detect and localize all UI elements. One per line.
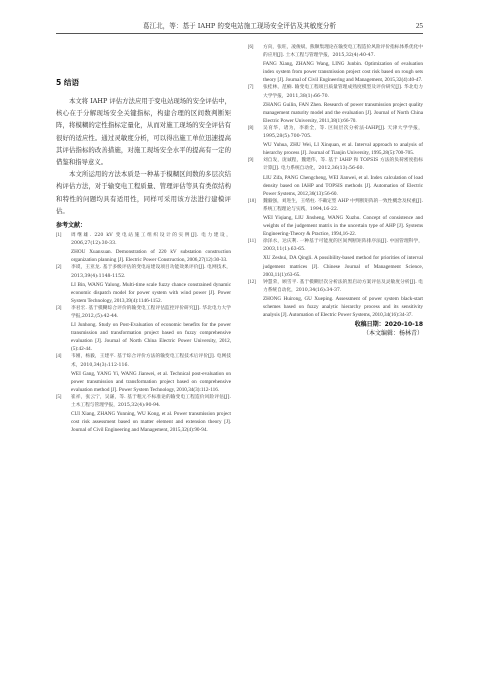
reference-en: LI Bin, WANG Yalong. Multi-time scale fuzzy chance constrained dynamic economic dispatch model for power system with wind power [J]. Power System Technology, 2013,39(4):1146-1152. (71, 281, 231, 304)
reference-zh: 方向，张旺，凌俊斌，熊顺集理论在输变电工程造价风险评价指标体系优化中的应用[J]. 土木工程与管理学报，2015,32(4):40-47. (263, 45, 423, 59)
reference-number: [11] (248, 239, 256, 245)
reference-en: WEI Yiqiang, LIU Jinsheng, WANG Xuzhu. Concept of consistence and weights of the judgement matrix in the uncertain type of AHP [J]. Systems Engineering-Theory & Practice, 1994,16-22. (263, 214, 423, 238)
running-title: 葛江北，等：基于 IAHP 的变电站施工现场安全评估及其敏度分析 (142, 22, 337, 30)
reference-number: [4] (56, 354, 62, 360)
received-date: 收稿日期：2020-10-18 (354, 321, 423, 329)
reference-zh: 徐泽水，达庆利. 一种基于可能度的区间判断矩阵排序法[J]. 中国管理科学，2003,11(1):63-65. (263, 239, 423, 253)
reference-number: [5] (56, 394, 62, 400)
left-column (56, 44, 231, 434)
reference-zh: 魏毅强，刘进生，王绪柱. 不确定型 AHP 中判断矩阵的一致性概念及权重[J]. 系统工程理论与实践，1994,16-22. (263, 198, 423, 212)
reference-zh: 钟慧荣，顾雪平. 基于模糊层次分析法的黑启动方案评估及灵敏度分析[J]. 电力系统自动化，2010,34(16):34-37. (263, 279, 423, 293)
conclusion-paragraph: 本文将 IAHP 评估方法应用于变电站现场的安全评估中，核心在于分解现场安全关键指标，构建合理的区间数判断矩阵，将模糊的定性指标定量化，从而对施工现场的安全评估有很好的适应性。通过灵敏度分析，可以得出施工单位迅速提高其评估指标的改善措施，对施工现场安全水平的提高有一定的借鉴和指导意义。 (56, 97, 231, 167)
running-header (56, 21, 423, 34)
reference-en: LIU Zifa, PANG Chengcheng, WEI Jianwei, et al. Index calculation of load density based on IAHP and TOPSIS methods [J]. Automation of Electric Power Systems, 2012,36(13):56-60. (263, 174, 423, 197)
reference-en: FANG Xiang, ZHANG Wang, LING Junbin. Optimization of evaluation index system from power transmission project cost risk based on rough sets theory [J]. Journal of Civil Engineering and Management, 2015,32(4):40-47. (263, 61, 423, 84)
reference-en: LI Junhong. Study on Post-Evaluation of economic benefits for the power transmission and transformation project based on fuzzy comprehensive evaluation [J]. Journal of North China Electric Power University, 2012,(5):42-44. (71, 322, 231, 353)
reference-number: [8] (248, 125, 254, 131)
reference-item (248, 238, 423, 278)
reference-zh: 李君宏. 基于模糊综合评价的输变电工程评估监控评价研究[J]. 华北电力大学学报,2012,(5):42-44. (71, 305, 231, 319)
reference-number: [6] (248, 45, 254, 50)
reference-en: WEI Gang, YANG Yi, WANG Jianwei, et al. Technical post-evaluation on power transmission and transformation project based on comprehensive evaluation method [J]. Power System Technology, 2010,34(3):112-116. (71, 370, 231, 393)
right-column (248, 44, 423, 338)
reference-en: ZHONG Huirong, GU Xueping. Assessment of power system black-start schemes based on fuzzy analytic hierarchy process and its sensitivity analysis [J]. Automation of Electric Power Systems, 2010,34(16):34-37. (263, 295, 423, 319)
reference-item (248, 44, 423, 84)
reference-en: WU Yuhua, ZHU Wei, LI Xinquan, et al. Interval approach to analysis of hierarchy process [J]. Journal of Tianjin University, 1995,28(5):700-705. (263, 142, 423, 157)
reference-zh: 吴育华，诸为，李新全，等. 区间层次分析法-IAHP[J]. 天津大学学报，1995,28(5):700-705. (263, 125, 423, 140)
article-dates (248, 320, 423, 338)
reference-zh: 周继雄. 220 kV 变电站施工组织设计的实例[J]. 电力建设，2006,27(12):30-33. (71, 233, 231, 247)
reference-number: [10] (248, 198, 256, 204)
reference-item (248, 84, 423, 124)
reference-item (56, 394, 231, 434)
reference-item (248, 157, 423, 197)
reference-item (248, 198, 423, 238)
reference-item (56, 232, 231, 264)
reference-en: ZHANG Guilin, FAN Zhen. Research of power transmission project quality management maturity model and the evaluation [J]. Journal of North China Electric Power University, 2011,38(1):66-70. (263, 101, 423, 124)
reference-item (56, 264, 231, 304)
references-title: 参考文献： (56, 222, 87, 230)
reference-en: ZHOU Xuanxuan. Demonstration of 220 kV substation construction organization planning [J]. Electric Power Construction, 2006,27(12):30-33. (71, 249, 231, 264)
page-number: 25 (415, 22, 423, 30)
reference-en: CUI Xiang, ZHANG Yunning, WU Kong, et al. Power transmission project cost risk assessment based on matter element and extension theory [J]. Journal of Civil Engineering and Management, 2015,32(4):90-94. (71, 411, 231, 434)
reference-zh: 韦刚，杨毅，王建平. 基于综合评价方法的输变电工程技术后评价[J]. 电网技术，2010,34(3):112-116. (71, 354, 231, 368)
reference-number: [2] (56, 265, 62, 271)
reference-en: XU Zeshui, DA Qingli. A possibility-based method for priorities of interval judgement matrices [J]. Chinese Journal of Management Science, 2003,11(1):63-65. (263, 255, 423, 278)
conclusion-paragraph: 本文所运用的方法本质是一种基于模糊区间数的多层次结构评估方法，对于输变电工程质量、管理评估等具有类似结构和特性的问题均具有适用性，同样可采用该方法进行建模评估。 (56, 170, 231, 215)
editor-note: （本文编辑：杨林青） (362, 330, 423, 338)
reference-number: [9] (248, 158, 254, 164)
reference-item (56, 305, 231, 354)
reference-item (248, 125, 423, 157)
reference-zh: 崔祥，张云宁，吴谦，等. 基于粗元不标准论的输变电工程造价风险评估[J]. 土木工程与管理学报，2015,32(4):90-94. (71, 394, 231, 408)
reference-number: [3] (56, 305, 62, 311)
reference-zh: 刘自发，庞诚程，魏建伟，等. 基于 IAHP 和 TOPSIS 方法的负荷密度指标计算[J]. 电力系统自动化，2012,36(13):56-60. (263, 158, 423, 172)
reference-number: [12] (248, 279, 256, 285)
reference-item (56, 353, 231, 393)
reference-zh: 李谟，王亚龙. 基于多级评估的变电站建设项目功能效果评价[J]. 电网技术，2013,39(4):1148-1152. (71, 265, 231, 279)
reference-zh: 张桂林，范楠. 输变电工程项目质量管理成熟度模型及评价研究[J]. 华北电力大学学报，2011,38(1):66-70. (263, 85, 423, 99)
reference-item (248, 279, 423, 319)
reference-number: [7] (248, 85, 254, 91)
section-title: 5 结语 (56, 78, 80, 87)
reference-number: [1] (56, 233, 62, 239)
